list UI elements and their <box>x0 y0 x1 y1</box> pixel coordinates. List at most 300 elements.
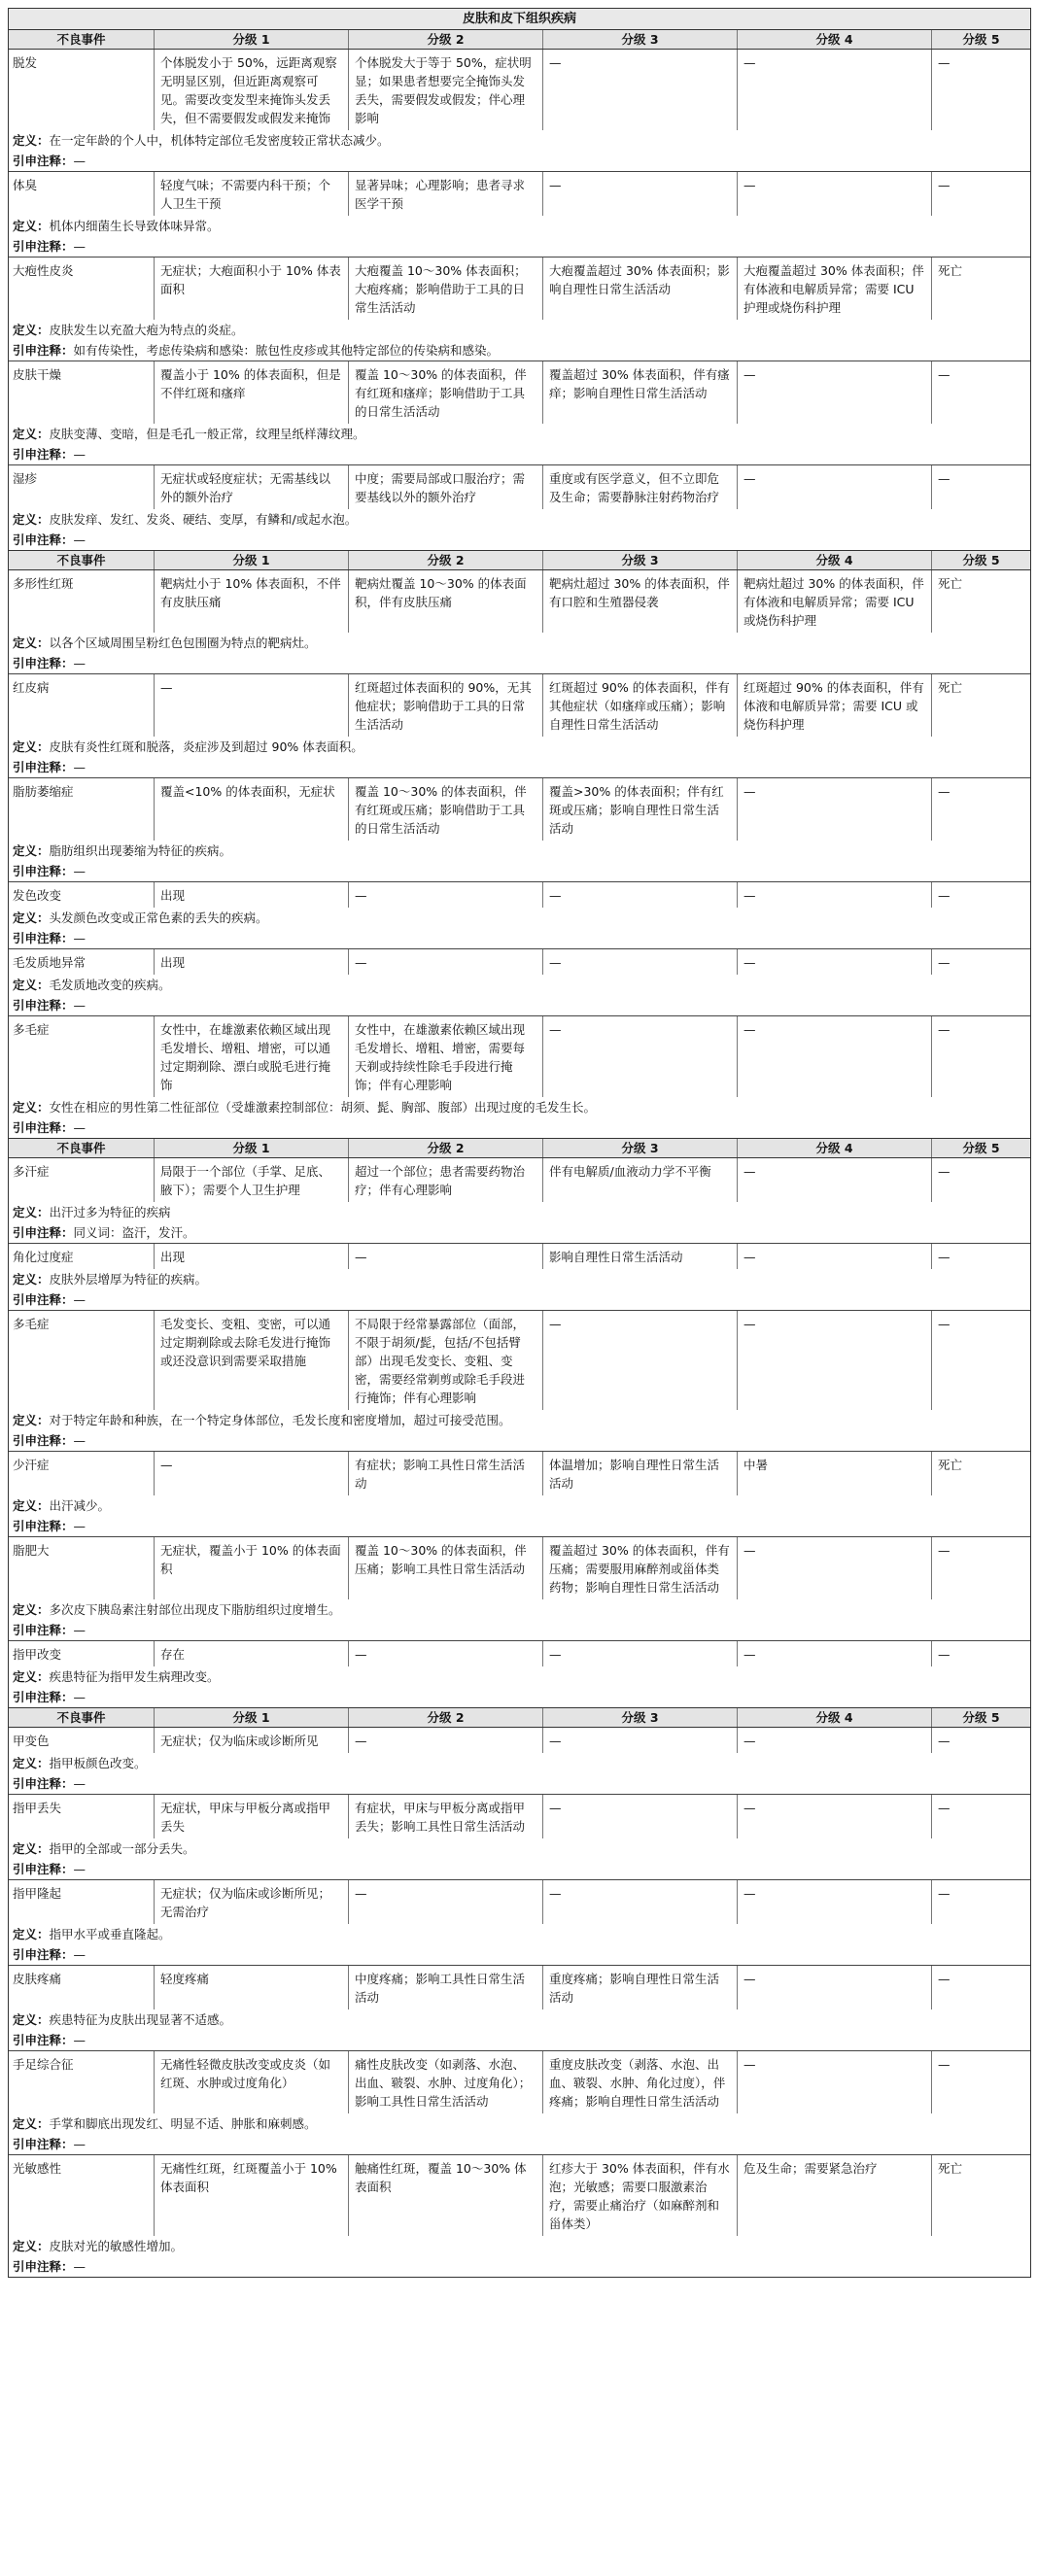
grade-4-cell: — <box>738 882 932 908</box>
adverse-event-name: 皮肤疼痛 <box>9 1966 155 2009</box>
grade-3-cell: 大疱覆盖超过 30% 体表面积；影响自理性日常生活活动 <box>543 258 738 320</box>
grade-4-cell: — <box>738 1311 932 1410</box>
grade-3-cell: 影响自理性日常生活活动 <box>543 1244 738 1269</box>
navigational-note-line <box>9 1430 1030 1451</box>
grade-1-cell: 轻度气味；不需要内科干预；个人卫生干预 <box>155 172 349 216</box>
grade-1-cell: 局限于一个部位（手掌、足底、腋下）；需要个人卫生护理 <box>155 1158 349 1202</box>
navigational-note-label: 引申注释： <box>13 2259 74 2274</box>
header-adverse-event: 不良事件 <box>9 1708 155 1727</box>
grade-4-cell: — <box>738 1016 932 1097</box>
adverse-event-entry <box>9 465 1030 550</box>
navigational-note-text: — <box>73 239 86 254</box>
definition-line <box>9 216 1030 236</box>
header-grade-4: 分级 4 <box>738 1139 932 1157</box>
grade-2-cell: 大疱覆盖 10～30% 体表面积；大疱疼痛；影响借助于工具的日常生活活动 <box>349 258 543 320</box>
definition-text: 毛发质地改变的疾病。 <box>49 978 171 992</box>
definition-line <box>9 130 1030 151</box>
grade-3-cell: 重度疼痛；影响自理性日常生活活动 <box>543 1966 738 2009</box>
navigational-note-label: 引申注释： <box>13 1776 74 1791</box>
grade-4-cell: — <box>738 2051 932 2113</box>
adverse-event-entry <box>9 1537 1030 1641</box>
table-row <box>9 1244 1030 1269</box>
table-row <box>9 2155 1030 2236</box>
navigational-note-line <box>9 1289 1030 1310</box>
column-header-row <box>9 1138 1030 1158</box>
adverse-event-name: 指甲隆起 <box>9 1880 155 1924</box>
adverse-event-entry <box>9 1244 1030 1311</box>
table-row <box>9 50 1030 130</box>
grade-1-cell: 靶病灶小于 10% 体表面积，不伴有皮肤压痛 <box>155 570 349 633</box>
grade-4-cell: — <box>738 172 932 216</box>
navigational-note-label: 引申注释： <box>13 998 74 1013</box>
grade-1-cell: 无痛性轻微皮肤改变或皮炎（如红斑、水肿或过度角化） <box>155 2051 349 2113</box>
adverse-event-name: 脱发 <box>9 50 155 130</box>
definition-label: 定义： <box>13 1498 50 1513</box>
grade-1-cell: 无症状，覆盖小于 10% 的体表面积 <box>155 1537 349 1599</box>
grade-1-cell: 无症状；仅为临床或诊断所见；无需治疗 <box>155 1880 349 1924</box>
adverse-event-name: 多毛症 <box>9 1016 155 1097</box>
definition-label: 定义： <box>13 219 50 233</box>
definition-text: 皮肤有炎性红斑和脱落，炎症涉及到超过 90% 体表面积。 <box>49 739 363 754</box>
definition-label: 定义： <box>13 1927 50 1941</box>
grade-4-cell: — <box>738 778 932 841</box>
grade-3-cell: — <box>543 1880 738 1924</box>
grade-4-cell: 危及生命；需要紧急治疗 <box>738 2155 932 2236</box>
definition-text: 皮肤外层增厚为特征的疾病。 <box>49 1272 208 1287</box>
grade-3-cell: 靶病灶超过 30% 的体表面积，伴有口腔和生殖器侵袭 <box>543 570 738 633</box>
table-section <box>9 1138 1030 1707</box>
definition-label: 定义： <box>13 1413 50 1427</box>
definition-label: 定义： <box>13 133 50 148</box>
navigational-note-text: — <box>73 2033 86 2047</box>
navigational-note-text: — <box>73 2137 86 2151</box>
navigational-note-text: — <box>73 1433 86 1448</box>
definition-text: 对于特定年龄和种族，在一个特定身体部位，毛发长度和密度增加，超过可接受范围。 <box>49 1413 511 1427</box>
navigational-note-line <box>9 757 1030 777</box>
table-row <box>9 1311 1030 1410</box>
definition-label: 定义： <box>13 323 50 337</box>
definition-text: 以各个区域周围呈粉红色包围圈为特点的靶病灶。 <box>49 635 317 650</box>
adverse-event-entry <box>9 1880 1030 1966</box>
grade-3-cell: 覆盖超过 30% 体表面积，伴有瘙痒；影响自理性日常生活活动 <box>543 361 738 424</box>
navigational-note-line <box>9 340 1030 361</box>
header-adverse-event: 不良事件 <box>9 30 155 49</box>
adverse-event-entry <box>9 1016 1030 1138</box>
navigational-note-label: 引申注释： <box>13 1120 74 1135</box>
table-row <box>9 1966 1030 2009</box>
adverse-event-entry <box>9 2051 1030 2155</box>
grade-5-cell: — <box>938 55 951 70</box>
grade-2-cell: 覆盖 10～30% 的体表面积，伴有红斑或压痛；影响借助于工具的日常生活活动 <box>349 778 543 841</box>
header-grade-1: 分级 1 <box>155 1708 349 1727</box>
definition-text: 出汗过多为特征的疾病 <box>49 1205 171 1219</box>
navigational-note-text: — <box>73 532 86 547</box>
header-grade-2: 分级 2 <box>349 1139 543 1157</box>
navigational-note-text: — <box>73 1623 86 1637</box>
grade-4-cell: 大疱覆盖超过 30% 体表面积；伴有体液和电解质异常；需要 ICU 护理或烧伤科护理 <box>738 258 932 320</box>
grade-4-cell: — <box>738 1244 932 1269</box>
header-grade-5: 分级 5 <box>962 553 1000 567</box>
grade-1-cell: 无症状，甲床与甲板分离或指甲丢失 <box>155 1795 349 1838</box>
table-row <box>9 1728 1030 1753</box>
navigational-note-label: 引申注释： <box>13 656 74 670</box>
table-row <box>9 361 1030 424</box>
adverse-event-entry <box>9 1641 1030 1707</box>
adverse-event-name: 皮肤干燥 <box>9 361 155 424</box>
header-grade-2: 分级 2 <box>349 1708 543 1727</box>
adverse-event-entry <box>9 50 1030 172</box>
definition-label: 定义： <box>13 1756 50 1770</box>
definition-text: 皮肤对光的敏感性增加。 <box>49 2239 184 2253</box>
grade-2-cell: 有症状；影响工具性日常生活活动 <box>349 1452 543 1495</box>
table-row <box>9 465 1030 509</box>
header-grade-3: 分级 3 <box>543 1139 738 1157</box>
header-grade-5: 分级 5 <box>962 1141 1000 1155</box>
adverse-event-entry <box>9 1452 1030 1537</box>
column-header-row <box>9 30 1030 50</box>
grade-1-cell: 无症状；仅为临床或诊断所见 <box>155 1728 349 1753</box>
definition-line <box>9 1838 1030 1859</box>
adverse-event-name: 多毛症 <box>9 1311 155 1410</box>
grade-3-cell: 红疹大于 30% 体表面积，伴有水泡；光敏感；需要口服激素治疗，需要止痛治疗（如麻醉剂和甾体类） <box>543 2155 738 2236</box>
definition-label: 定义： <box>13 2012 50 2027</box>
table-row <box>9 258 1030 320</box>
navigational-note-text: — <box>73 760 86 774</box>
header-grade-3: 分级 3 <box>543 30 738 49</box>
grade-5-cell: 死亡 <box>938 1458 963 1472</box>
definition-text: 机体内细菌生长导致体味异常。 <box>49 219 220 233</box>
adverse-event-name: 光敏感性 <box>9 2155 155 2236</box>
navigational-note-line <box>9 1620 1030 1640</box>
grade-4-cell: — <box>738 1728 932 1753</box>
definition-label: 定义： <box>13 1205 50 1219</box>
header-grade-2: 分级 2 <box>349 551 543 569</box>
table-row <box>9 882 1030 908</box>
grade-3-cell: 重度皮肤改变（剥落、水泡、出血、皲裂、水肿、角化过度），伴疼痛；影响自理性日常生活活动 <box>543 2051 738 2113</box>
definition-line <box>9 1410 1030 1430</box>
definition-line <box>9 1753 1030 1773</box>
definition-line <box>9 1202 1030 1222</box>
grade-1-cell: 覆盖小于 10% 的体表面积，但是不伴红斑和瘙痒 <box>155 361 349 424</box>
navigational-note-line <box>9 995 1030 1015</box>
navigational-note-label: 引申注释： <box>13 447 74 462</box>
definition-line <box>9 1924 1030 1944</box>
header-grade-2: 分级 2 <box>349 30 543 49</box>
adverse-event-name: 体臭 <box>9 172 155 216</box>
header-grade-4: 分级 4 <box>738 30 932 49</box>
definition-text: 多次皮下胰岛素注射部位出现皮下脂肪组织过度增生。 <box>49 1602 341 1617</box>
grade-3-cell: 覆盖超过 30% 的体表面积，伴有压痛；需要服用麻醉剂或甾体类药物；影响自理性日常生活活动 <box>543 1537 738 1599</box>
document-table <box>8 8 1031 2278</box>
navigational-note-text: 如有传染性，考虑传染病和感染：脓包性皮疹或其他特定部位的传染病和感染。 <box>73 343 500 358</box>
grade-2-cell: — <box>349 1641 543 1666</box>
definition-text: 头发颜色改变或正常色素的丢失的疾病。 <box>49 910 268 925</box>
navigational-note-label: 引申注释： <box>13 1433 74 1448</box>
grade-4-cell: — <box>738 949 932 975</box>
adverse-event-name: 发色改变 <box>9 882 155 908</box>
definition-text: 指甲板颜色改变。 <box>49 1756 147 1770</box>
definition-text: 疾患特征为皮肤出现显著不适感。 <box>49 2012 232 2027</box>
definition-label: 定义： <box>13 1602 50 1617</box>
navigational-note-label: 引申注释： <box>13 1225 74 1240</box>
grade-5-cell: — <box>938 367 951 382</box>
table-section <box>9 30 1030 550</box>
grade-2-cell: 中度疼痛；影响工具性日常生活活动 <box>349 1966 543 2009</box>
header-grade-1: 分级 1 <box>155 551 349 569</box>
definition-label: 定义： <box>13 512 50 527</box>
navigational-note-line <box>9 1687 1030 1707</box>
grade-2-cell: — <box>349 949 543 975</box>
navigational-note-line <box>9 653 1030 673</box>
navigational-note-text: — <box>73 1862 86 1876</box>
grade-2-cell: 红斑超过体表面积的 90%，无其他症状；影响借助于工具的日常生活活动 <box>349 674 543 737</box>
header-grade-4: 分级 4 <box>738 551 932 569</box>
grade-4-cell: 红斑超过 90% 的体表面积，伴有体液和电解质异常；需要 ICU 或烧伤科护理 <box>738 674 932 737</box>
header-adverse-event: 不良事件 <box>9 1139 155 1157</box>
grade-1-cell: 覆盖<10% 的体表面积，无症状 <box>155 778 349 841</box>
definition-label: 定义： <box>13 2116 50 2131</box>
grade-4-cell: — <box>738 1880 932 1924</box>
adverse-event-name: 手足综合征 <box>9 2051 155 2113</box>
grade-2-cell: 不局限于经常暴露部位（面部，不限于胡须/髭，包括/不包括臂部）出现毛发变长、变粗、变密，需要经常剃剪或除毛手段进行掩饰；伴有心理影响 <box>349 1311 543 1410</box>
definition-line <box>9 2236 1030 2256</box>
definition-text: 疾患特征为指甲发生病理改变。 <box>49 1669 220 1684</box>
grade-4-cell: 靶病灶超过 30% 的体表面积，伴有体液和电解质异常；需要 ICU 或烧伤科护理 <box>738 570 932 633</box>
definition-text: 皮肤变薄、变暗，但是毛孔一般正常，纹理呈纸样薄纹理。 <box>49 427 365 441</box>
grade-5-cell: 死亡 <box>938 2161 963 2176</box>
navigational-note-label: 引申注释： <box>13 154 74 168</box>
definition-line <box>9 1599 1030 1620</box>
definition-line <box>9 424 1030 444</box>
header-adverse-event: 不良事件 <box>9 551 155 569</box>
header-grade-1: 分级 1 <box>155 30 349 49</box>
definition-label: 定义： <box>13 1100 50 1115</box>
grade-1-cell: — <box>155 1452 349 1495</box>
navigational-note-line <box>9 2134 1030 2154</box>
grade-5-cell: — <box>938 1734 951 1748</box>
table-row <box>9 1016 1030 1097</box>
grade-4-cell: — <box>738 1795 932 1838</box>
definition-text: 皮肤发生以充盈大疱为特点的炎症。 <box>49 323 244 337</box>
header-grade-3: 分级 3 <box>543 1708 738 1727</box>
adverse-event-entry <box>9 1966 1030 2051</box>
grade-4-cell: — <box>738 50 932 130</box>
table-row <box>9 570 1030 633</box>
definition-label: 定义： <box>13 1669 50 1684</box>
definition-line <box>9 975 1030 995</box>
definition-line <box>9 908 1030 928</box>
definition-line <box>9 2113 1030 2134</box>
navigational-note-line <box>9 236 1030 257</box>
navigational-note-text: — <box>73 998 86 1013</box>
navigational-note-label: 引申注释： <box>13 239 74 254</box>
grade-5-cell: — <box>938 1250 951 1264</box>
navigational-note-text: — <box>73 447 86 462</box>
definition-label: 定义： <box>13 1841 50 1856</box>
grade-4-cell: — <box>738 361 932 424</box>
grade-5-cell: — <box>938 1972 951 1986</box>
adverse-event-entry <box>9 258 1030 361</box>
navigational-note-line <box>9 861 1030 881</box>
grade-3-cell: — <box>543 1016 738 1097</box>
grade-5-cell: — <box>938 1647 951 1662</box>
grade-3-cell: 重度或有医学意义，但不立即危及生命；需要静脉注射药物治疗 <box>543 465 738 509</box>
table-row <box>9 674 1030 737</box>
definition-label: 定义： <box>13 910 50 925</box>
adverse-event-name: 指甲丢失 <box>9 1795 155 1838</box>
navigational-note-label: 引申注释： <box>13 1690 74 1704</box>
definition-text: 手掌和脚底出现发红、明显不适、肿胀和麻刺感。 <box>49 2116 317 2131</box>
definition-label: 定义： <box>13 978 50 992</box>
grade-2-cell: 中度；需要局部或口服治疗；需要基线以外的额外治疗 <box>349 465 543 509</box>
table-body <box>9 30 1030 2277</box>
table-row <box>9 1795 1030 1838</box>
grade-5-cell: — <box>938 1801 951 1815</box>
grade-5-cell: — <box>938 471 951 486</box>
grade-3-cell: — <box>543 882 738 908</box>
adverse-event-entry <box>9 1728 1030 1795</box>
navigational-note-text: — <box>73 1690 86 1704</box>
navigational-note-label: 引申注释： <box>13 2137 74 2151</box>
header-grade-1: 分级 1 <box>155 1139 349 1157</box>
grade-3-cell: — <box>543 949 738 975</box>
grade-1-cell: 毛发变长、变粗、变密，可以通过定期剃除或去除毛发进行掩饰或还没意识到需要采取措施 <box>155 1311 349 1410</box>
definition-text: 出汗减少。 <box>49 1498 111 1513</box>
column-header-row <box>9 1707 1030 1728</box>
navigational-note-label: 引申注释： <box>13 864 74 878</box>
header-grade-5: 分级 5 <box>962 32 1000 47</box>
grade-2-cell: 有症状，甲床与甲板分离或指甲丢失；影响工具性日常生活活动 <box>349 1795 543 1838</box>
navigational-note-label: 引申注释： <box>13 2033 74 2047</box>
definition-text: 皮肤发痒、发红、发炎、硬结、变厚，有鳞和/或起水泡。 <box>49 512 358 527</box>
adverse-event-entry <box>9 882 1030 949</box>
grade-1-cell: 女性中，在雄激素依赖区域出现毛发增长、增粗、增密，可以通过定期剃除、漂白或脱毛进行掩饰 <box>155 1016 349 1097</box>
grade-5-cell: — <box>938 888 951 903</box>
definition-text: 在一定年龄的个人中，机体特定部位毛发密度较正常状态减少。 <box>49 133 390 148</box>
definition-line <box>9 2009 1030 2030</box>
navigational-note-text: — <box>73 154 86 168</box>
table-section <box>9 1707 1030 2277</box>
navigational-note-label: 引申注释： <box>13 1947 74 1962</box>
definition-text: 指甲水平或垂直隆起。 <box>49 1927 171 1941</box>
grade-5-cell: — <box>938 178 951 192</box>
header-grade-3: 分级 3 <box>543 551 738 569</box>
adverse-event-name: 甲变色 <box>9 1728 155 1753</box>
navigational-note-text: 同义词：盗汗，发汗。 <box>73 1225 195 1240</box>
navigational-note-text: — <box>73 864 86 878</box>
navigational-note-line <box>9 1773 1030 1794</box>
navigational-note-text: — <box>73 656 86 670</box>
grade-5-cell: — <box>938 784 951 799</box>
adverse-event-entry <box>9 361 1030 465</box>
navigational-note-label: 引申注释： <box>13 1519 74 1533</box>
navigational-note-line <box>9 444 1030 464</box>
definition-line <box>9 509 1030 530</box>
column-header-row <box>9 550 1030 570</box>
definition-label: 定义： <box>13 427 50 441</box>
navigational-note-label: 引申注释： <box>13 931 74 945</box>
grade-2-cell: 覆盖 10～30% 的体表面积，伴有红斑和瘙痒；影响借助于工具的日常生活活动 <box>349 361 543 424</box>
table-title: 皮肤和皮下组织疾病 <box>9 9 1030 30</box>
grade-2-cell: — <box>349 882 543 908</box>
definition-line <box>9 841 1030 861</box>
adverse-event-entry <box>9 2155 1030 2277</box>
adverse-event-entry <box>9 1158 1030 1244</box>
grade-5-cell: 死亡 <box>938 576 963 591</box>
grade-2-cell: 超过一个部位；患者需要药物治疗；伴有心理影响 <box>349 1158 543 1202</box>
navigational-note-line <box>9 1117 1030 1138</box>
definition-line <box>9 1495 1030 1516</box>
grade-4-cell: — <box>738 1158 932 1202</box>
adverse-event-name: 湿疹 <box>9 465 155 509</box>
navigational-note-text: — <box>73 1776 86 1791</box>
grade-1-cell: 出现 <box>155 882 349 908</box>
adverse-event-name: 脂肥大 <box>9 1537 155 1599</box>
table-row <box>9 1880 1030 1924</box>
grade-2-cell: 显著异味；心理影响；患者寻求医学干预 <box>349 172 543 216</box>
navigational-note-text: — <box>73 1292 86 1307</box>
grade-4-cell: 中暑 <box>738 1452 932 1495</box>
definition-line <box>9 1666 1030 1687</box>
navigational-note-label: 引申注释： <box>13 1292 74 1307</box>
grade-1-cell: 个体脱发小于 50%，远距离观察无明显区别，但近距离观察可见。需要改变发型来掩饰头发丢失，但不需要假发或假发来掩饰 <box>155 50 349 130</box>
table-row <box>9 1452 1030 1495</box>
grade-3-cell: — <box>543 1641 738 1666</box>
definition-text: 女性在相应的男性第二性征部位（受雄激素控制部位：胡须、髭、胸部、腹部）出现过度的毛发生长。 <box>49 1100 597 1115</box>
grade-5-cell: — <box>938 1164 951 1179</box>
grade-3-cell: — <box>543 1728 738 1753</box>
definition-line <box>9 633 1030 653</box>
grade-1-cell: 出现 <box>155 1244 349 1269</box>
adverse-event-name: 大疱性皮炎 <box>9 258 155 320</box>
grade-1-cell: 轻度疼痛 <box>155 1966 349 2009</box>
navigational-note-text: — <box>73 1120 86 1135</box>
grade-2-cell: — <box>349 1244 543 1269</box>
grade-4-cell: — <box>738 465 932 509</box>
grade-4-cell: — <box>738 1537 932 1599</box>
adverse-event-name: 多汗症 <box>9 1158 155 1202</box>
grade-1-cell: 无痛性红斑，红斑覆盖小于 10% 体表面积 <box>155 2155 349 2236</box>
grade-5-cell: 死亡 <box>938 263 963 278</box>
grade-1-cell: 无症状；大疱面积小于 10% 体表面积 <box>155 258 349 320</box>
table-section <box>9 550 1030 1138</box>
navigational-note-text: — <box>73 2259 86 2274</box>
navigational-note-label: 引申注释： <box>13 532 74 547</box>
definition-label: 定义： <box>13 635 50 650</box>
grade-1-cell: 无症状或轻度症状；无需基线以外的额外治疗 <box>155 465 349 509</box>
adverse-event-entry <box>9 1795 1030 1880</box>
navigational-note-text: — <box>73 1519 86 1533</box>
grade-5-cell: — <box>938 1317 951 1331</box>
grade-3-cell: — <box>543 1311 738 1410</box>
definition-line <box>9 737 1030 757</box>
adverse-event-name: 少汗症 <box>9 1452 155 1495</box>
grade-3-cell: — <box>543 50 738 130</box>
grade-2-cell: 覆盖 10～30% 的体表面积，伴压痛；影响工具性日常生活活动 <box>349 1537 543 1599</box>
grade-1-cell: 出现 <box>155 949 349 975</box>
grade-2-cell: — <box>349 1880 543 1924</box>
adverse-event-name: 角化过度症 <box>9 1244 155 1269</box>
definition-line <box>9 1269 1030 1289</box>
grade-1-cell: — <box>155 674 349 737</box>
navigational-note-line <box>9 1944 1030 1965</box>
navigational-note-text: — <box>73 1947 86 1962</box>
grade-2-cell: 个体脱发大于等于 50%，症状明显；如果患者想要完全掩饰头发丢失，需要假发或假发；伴心理影响 <box>349 50 543 130</box>
grade-3-cell: 覆盖>30% 的体表面积；伴有红斑或压痛；影响自理性日常生活活动 <box>543 778 738 841</box>
navigational-note-label: 引申注释： <box>13 760 74 774</box>
navigational-note-text: — <box>73 931 86 945</box>
table-row <box>9 1641 1030 1666</box>
